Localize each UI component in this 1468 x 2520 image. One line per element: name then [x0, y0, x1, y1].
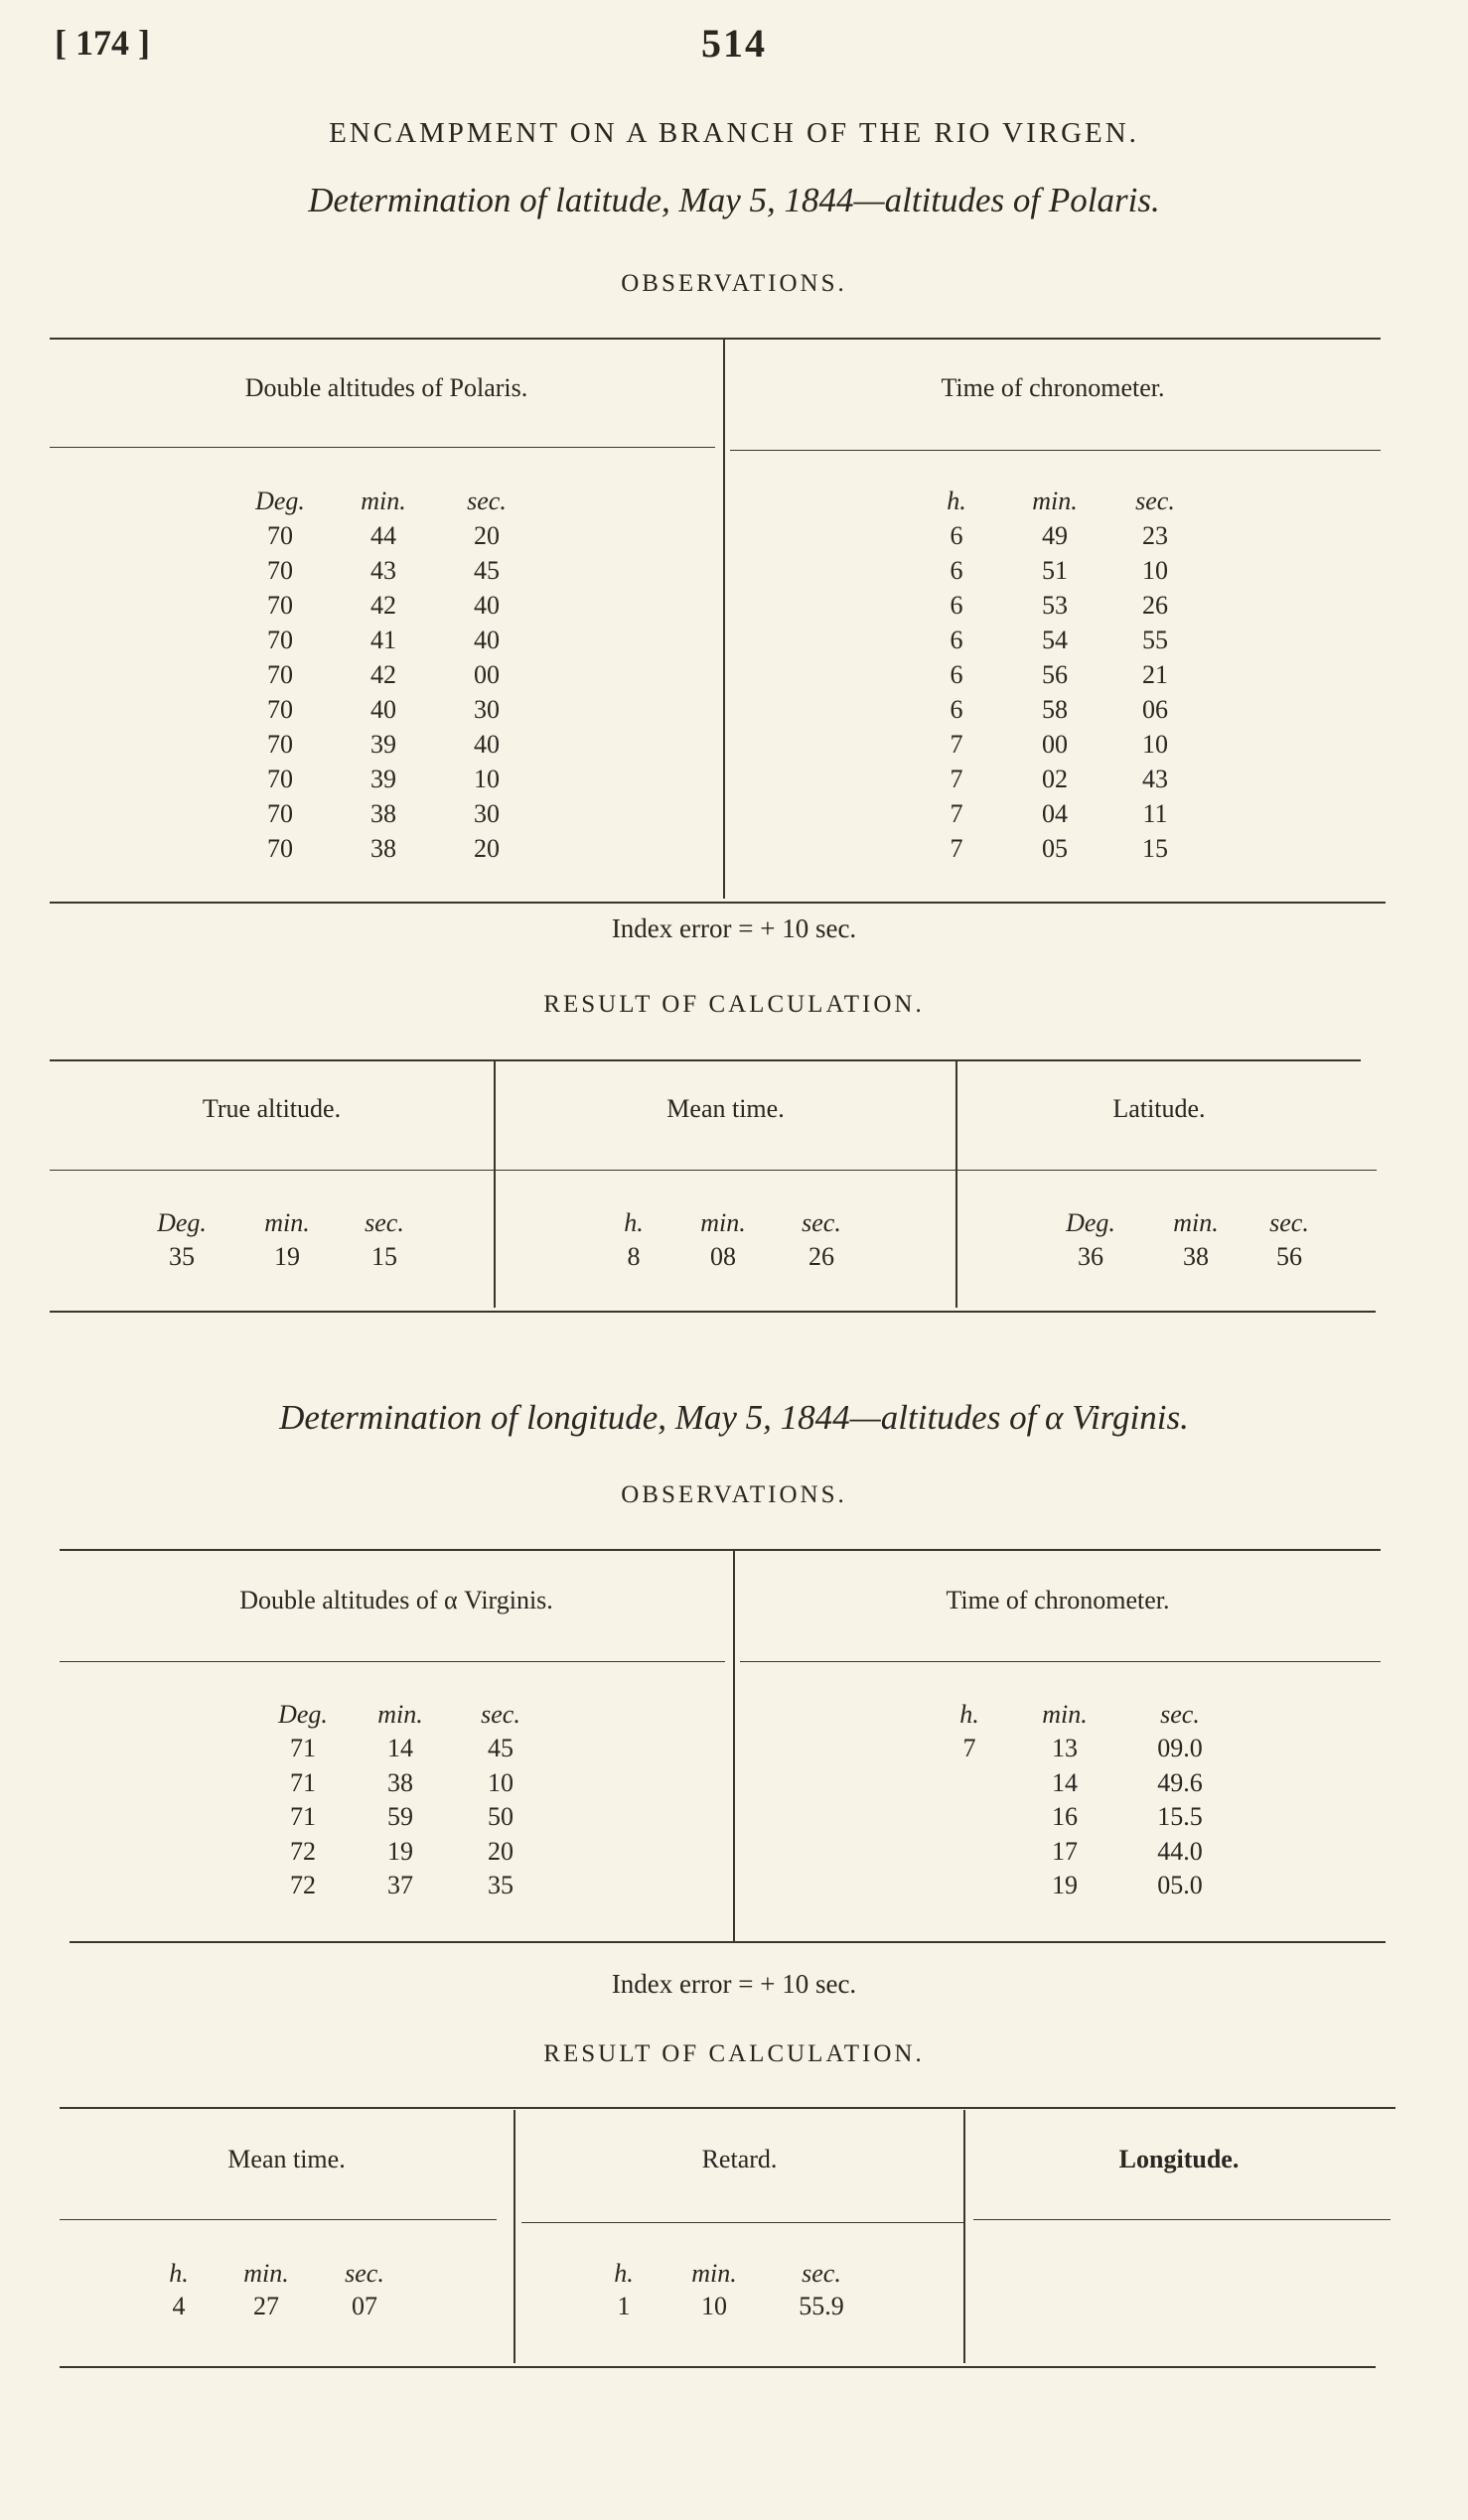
lat-alt-cell: 42 [370, 591, 396, 620]
lat-time-cell: 54 [1042, 626, 1068, 654]
lat-result-header-true-altitude: True altitude. [202, 1094, 342, 1123]
lon-alt-cell: 20 [488, 1836, 514, 1866]
lon-result-header-mean-time: Mean time. [227, 2145, 346, 2173]
lon-alt-cell: 45 [488, 1734, 514, 1762]
lon-time-cell: 14 [1052, 1767, 1078, 1797]
lat-time-cell: 49 [1042, 521, 1068, 550]
lat-time-cell: 6 [950, 626, 963, 654]
page-title: ENCAMPMENT ON A BRANCH OF THE RIO VIRGEN. [329, 117, 1139, 149]
lat-time-cell: 55 [1142, 626, 1168, 654]
lon-time-unit: sec. [1160, 1700, 1200, 1729]
lat-alt-cell: 42 [370, 660, 396, 689]
lat-time-unit: min. [1032, 487, 1078, 515]
lat-alt-cell: 70 [267, 765, 293, 793]
lat-alt-cell: 10 [474, 765, 500, 793]
lon-time-cell: 05.0 [1157, 1871, 1203, 1899]
lat-time-cell: 6 [950, 556, 963, 585]
lat-alt-cell: 30 [474, 799, 500, 828]
lat-result-unit: min. [264, 1208, 310, 1237]
lat-time-cell: 53 [1042, 591, 1068, 620]
lon-result-unit: min. [243, 2259, 289, 2288]
lat-alt-cell: 70 [267, 626, 293, 654]
lat-time-cell: 6 [950, 695, 963, 724]
lat-alt-cell: 70 [267, 834, 293, 863]
lon-alt-cell: 72 [290, 1871, 316, 1899]
lat-result-unit: min. [700, 1208, 746, 1237]
lat-alt-cell: 40 [474, 591, 500, 620]
lon-col2-header: Time of chronometer. [946, 1586, 1170, 1614]
lat-time-cell: 11 [1142, 799, 1168, 828]
lat-time-cell: 00 [1042, 730, 1068, 759]
lat-result-unit: sec. [1269, 1208, 1309, 1237]
lat-alt-cell: 70 [267, 730, 293, 759]
lat-result-value: 08 [710, 1242, 736, 1271]
lon-alt-unit: min. [377, 1700, 423, 1729]
lat-time-cell: 6 [950, 591, 963, 620]
lat-result-unit: sec. [802, 1208, 841, 1237]
original-page-number: [ 174 ] [55, 23, 150, 63]
lon-time-cell: 44.0 [1157, 1836, 1203, 1866]
lon-alt-cell: 71 [290, 1734, 316, 1762]
lat-alt-cell: 39 [370, 730, 396, 759]
lon-result-value: 07 [352, 2292, 377, 2320]
lat-time-cell: 56 [1042, 660, 1068, 689]
lat-time-cell: 10 [1142, 556, 1168, 585]
lat-result-unit: h. [624, 1208, 644, 1237]
lat-alt-cell: 70 [267, 591, 293, 620]
lat-result-unit: min. [1173, 1208, 1219, 1237]
lat-alt-cell: 38 [370, 799, 396, 828]
lat-time-cell: 7 [950, 765, 963, 793]
longitude-result-label: RESULT OF CALCULATION. [543, 2040, 925, 2067]
lat-alt-cell: 70 [267, 521, 293, 550]
lon-alt-unit: Deg. [278, 1700, 328, 1729]
lon-time-cell: 7 [962, 1734, 976, 1762]
lon-alt-cell: 71 [290, 1767, 316, 1797]
lon-result-unit: h. [614, 2259, 634, 2288]
lon-time-cell: 16 [1052, 1802, 1078, 1831]
lat-time-cell: 04 [1042, 799, 1068, 828]
lat-time-cell: 15 [1142, 834, 1168, 863]
lat-alt-cell: 30 [474, 695, 500, 724]
lon-result-unit: sec. [345, 2259, 384, 2288]
lon-result-unit: sec. [802, 2259, 841, 2288]
lon-result-header-retard: Retard. [701, 2145, 778, 2173]
lon-alt-cell: 72 [290, 1836, 316, 1866]
lon-result-value: 4 [172, 2292, 186, 2320]
lon-result-unit: min. [691, 2259, 737, 2288]
lat-time-cell: 51 [1042, 556, 1068, 585]
lat-result-value: 15 [371, 1242, 397, 1271]
page-number: 514 [701, 21, 767, 66]
lat-result-value: 19 [274, 1242, 300, 1271]
lat-alt-cell: 40 [474, 730, 500, 759]
lat-alt-cell: 40 [474, 626, 500, 654]
lon-time-cell: 13 [1052, 1734, 1078, 1762]
lon-time-cell: 19 [1052, 1871, 1078, 1899]
lon-alt-cell: 35 [488, 1871, 514, 1899]
lat-time-cell: 02 [1042, 765, 1068, 793]
lat-alt-unit: sec. [467, 487, 507, 515]
lat-alt-cell: 41 [370, 626, 396, 654]
lon-time-cell: 09.0 [1157, 1734, 1203, 1762]
lat-result-value: 38 [1183, 1242, 1209, 1271]
lat-time-unit: h. [947, 487, 966, 515]
lat-alt-cell: 40 [370, 695, 396, 724]
latitude-result-label: RESULT OF CALCULATION. [543, 991, 925, 1018]
lat-alt-cell: 45 [474, 556, 500, 585]
lat-alt-cell: 00 [474, 660, 500, 689]
lat-alt-cell: 20 [474, 521, 500, 550]
lon-result-value: 27 [253, 2292, 279, 2320]
lat-time-cell: 05 [1042, 834, 1068, 863]
longitude-index-error: Index error = + 10 sec. [611, 1969, 857, 1999]
lat-col2-header: Time of chronometer. [941, 373, 1165, 402]
lon-alt-cell: 19 [387, 1836, 413, 1866]
lon-alt-cell: 14 [387, 1734, 413, 1762]
lat-time-cell: 6 [950, 660, 963, 689]
lon-result-value: 10 [701, 2292, 727, 2320]
lat-time-cell: 26 [1142, 591, 1168, 620]
lon-col1-header: Double altitudes of α Virginis. [239, 1586, 553, 1614]
lat-result-header-latitude: Latitude. [1112, 1094, 1206, 1123]
lon-time-cell: 49.6 [1157, 1767, 1203, 1797]
lat-alt-cell: 39 [370, 765, 396, 793]
lon-alt-unit: sec. [481, 1700, 520, 1729]
lon-alt-cell: 10 [488, 1767, 514, 1797]
lat-result-value: 36 [1078, 1242, 1103, 1271]
lat-time-cell: 7 [950, 730, 963, 759]
lat-alt-unit: min. [361, 487, 406, 515]
lat-result-value: 35 [169, 1242, 195, 1271]
lat-alt-cell: 43 [370, 556, 396, 585]
latitude-observations-label: OBSERVATIONS. [621, 270, 847, 297]
latitude-heading: Determination of latitude, May 5, 1844—altitudes of Polaris. [308, 181, 1160, 219]
lat-alt-cell: 20 [474, 834, 500, 863]
lat-alt-cell: 70 [267, 556, 293, 585]
longitude-heading: Determination of longitude, May 5, 1844—altitudes of α Virginis. [279, 1398, 1189, 1437]
lon-result-value: 1 [617, 2292, 631, 2320]
lat-result-value: 56 [1276, 1242, 1302, 1271]
lon-alt-cell: 38 [387, 1767, 413, 1797]
lat-alt-cell: 70 [267, 695, 293, 724]
lat-time-cell: 21 [1142, 660, 1168, 689]
lon-time-unit: min. [1042, 1700, 1088, 1729]
lat-col1-header: Double altitudes of Polaris. [244, 373, 528, 402]
lat-time-cell: 23 [1142, 521, 1168, 550]
lon-result-header-longitude: Longitude. [1118, 2145, 1240, 2173]
lat-time-cell: 43 [1142, 765, 1168, 793]
lat-result-unit: Deg. [157, 1208, 207, 1237]
lat-time-unit: sec. [1135, 487, 1175, 515]
longitude-observations-label: OBSERVATIONS. [621, 1481, 847, 1508]
lat-alt-cell: 38 [370, 834, 396, 863]
lat-time-cell: 7 [950, 799, 963, 828]
lon-time-cell: 17 [1052, 1836, 1078, 1866]
lat-result-value: 26 [808, 1242, 834, 1271]
lat-alt-unit: Deg. [255, 487, 305, 515]
lon-alt-cell: 59 [387, 1802, 413, 1831]
lat-alt-cell: 44 [370, 521, 396, 550]
lat-result-unit: Deg. [1066, 1208, 1115, 1237]
lon-time-unit: h. [959, 1700, 979, 1729]
lat-alt-cell: 70 [267, 799, 293, 828]
lat-result-unit: sec. [365, 1208, 404, 1237]
lon-alt-cell: 50 [488, 1802, 514, 1831]
lat-time-cell: 10 [1142, 730, 1168, 759]
lon-alt-cell: 71 [290, 1802, 316, 1831]
lon-alt-cell: 37 [387, 1871, 413, 1899]
lat-result-header-mean-time: Mean time. [666, 1094, 785, 1123]
lon-result-value: 55.9 [799, 2292, 844, 2320]
lat-time-cell: 58 [1042, 695, 1068, 724]
lon-time-cell: 15.5 [1157, 1802, 1203, 1831]
lat-alt-cell: 70 [267, 660, 293, 689]
lat-time-cell: 6 [950, 521, 963, 550]
lat-result-value: 8 [627, 1242, 641, 1271]
latitude-index-error: Index error = + 10 sec. [611, 913, 857, 943]
lat-time-cell: 06 [1142, 695, 1168, 724]
lat-time-cell: 7 [950, 834, 963, 863]
lon-result-unit: h. [169, 2259, 189, 2288]
